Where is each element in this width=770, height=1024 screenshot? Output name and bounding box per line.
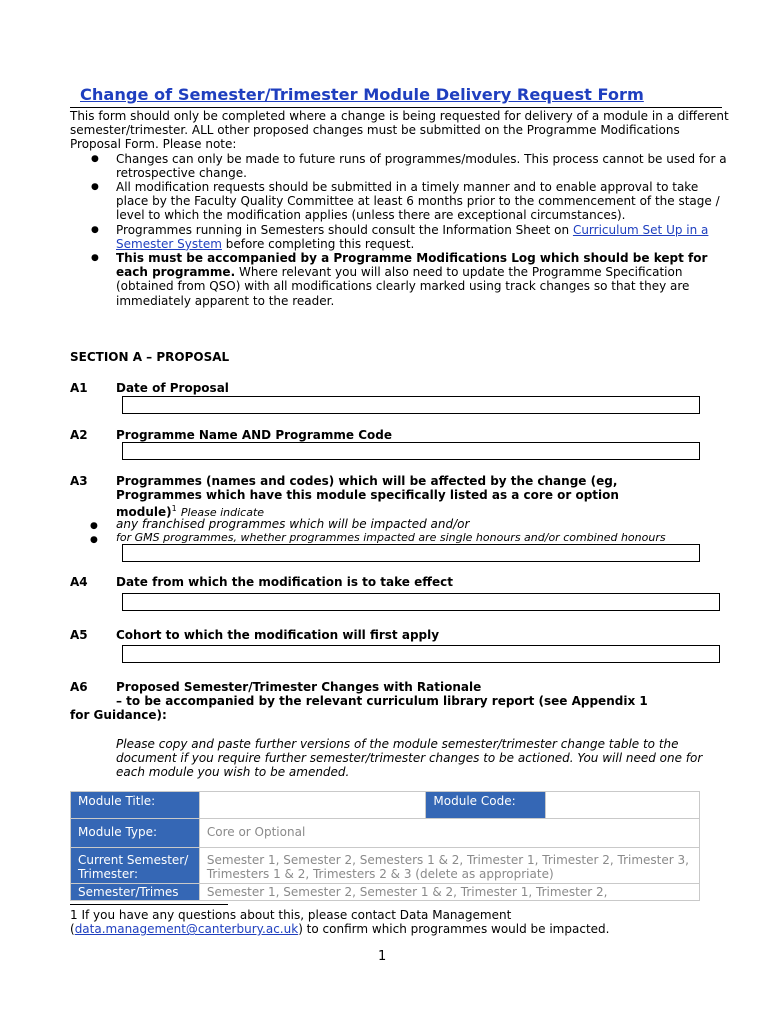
- effective-date-field[interactable]: [122, 593, 720, 611]
- a6-label-line3: for Guidance):: [70, 708, 167, 722]
- programme-name-code-field[interactable]: [122, 442, 700, 460]
- page-number: 1: [378, 949, 387, 964]
- a3-bullet-icon: ●: [90, 521, 98, 531]
- a6-label-line2: – to be accompanied by the relevant curriculum library report (see Appendix 1: [116, 694, 648, 708]
- table-row: [71, 792, 700, 819]
- module-type-label: Module Type:: [71, 819, 200, 848]
- a2-number: A2: [70, 428, 88, 442]
- bullet-item: ● Programmes running in Semesters should consult the Information Sheet on Curriculum Set Up in a Semester System before completing this request.: [91, 222, 709, 251]
- bullet-icon: ●: [91, 153, 99, 164]
- module-title-field[interactable]: [199, 792, 426, 819]
- bullet-item: ● All modification requests should be submitted in a timely manner and to enable approval to take place by the Faculty Quality Committee at least 6 months prior to the commencement of the stage / level to which the modification applies (unless there are exceptional circumstances).: [91, 180, 720, 223]
- a5-label: Cohort to which the modification will first apply: [116, 628, 440, 642]
- module-code-label: Module Code:: [426, 792, 546, 819]
- new-semester-field[interactable]: Semester 1, Semester 2, Semester 1 & 2, Trimester 1, Trimester 2,: [199, 884, 699, 900]
- a1-label: Date of Proposal: [116, 381, 229, 395]
- footnote-rule: [70, 904, 228, 905]
- a3-bullet-icon: ●: [90, 535, 98, 545]
- bullet-item: ● Changes can only be made to future runs of programmes/modules. This process cannot be used for a retrospective change.: [91, 151, 727, 180]
- section-a-heading: SECTION A – PROPOSAL: [70, 350, 230, 364]
- table-row: [71, 848, 700, 884]
- module-title-label: Module Title:: [71, 792, 200, 819]
- a5-number: A5: [70, 628, 88, 642]
- current-semester-field[interactable]: Semester 1, Semester 2, Semesters 1 & 2, Trimester 1, Trimester 2, Trimester 3, Trimesters 1 & 2, Trimesters 2 & 3 (delete as appropriate): [199, 848, 699, 884]
- module-type-field[interactable]: Core or Optional: [199, 819, 699, 848]
- intro-block: [70, 109, 730, 308]
- a3-bullet-1: any franchised programmes which will be impacted and/or: [116, 517, 470, 531]
- date-of-proposal-field[interactable]: [122, 396, 700, 414]
- intro-text: This form should only be completed where a change is being requested for delivery of a module in a different semester/trimester. ALL other proposed changes must be submitted on the Programme Modifications Proposal Form. Please note:: [70, 109, 729, 152]
- a1-number: A1: [70, 381, 88, 395]
- form-title: Change of Semester/Trimester Module Delivery Request Form: [80, 85, 644, 104]
- affected-programmes-field[interactable]: [122, 544, 700, 562]
- a3-bullet-2: for GMS programmes, whether programmes impacted are single honours and/or combined honours: [116, 531, 666, 544]
- footnote: 1 If you have any questions about this, please contact Data Management (data.management@canterbury.ac.uk) to confirm which programmes would be impacted.: [70, 908, 610, 937]
- module-code-field[interactable]: [546, 792, 700, 819]
- module-change-table: [70, 791, 700, 901]
- a3-label: Programmes (names and codes) which will be affected by the change (eg, Programmes which have this module specifically listed as a core or option module)$^1$ Please indicate: [116, 474, 619, 520]
- bullet-icon: ●: [91, 253, 99, 264]
- a4-number: A4: [70, 575, 88, 589]
- a4-label: Date from which the modification is to take effect: [116, 575, 453, 589]
- a6-number: A6: [70, 680, 88, 694]
- current-semester-label: Current Semester/ Trimester:: [71, 848, 200, 884]
- a2-label: Programme Name AND Programme Code: [116, 428, 392, 442]
- a3-number: A3: [70, 474, 88, 488]
- data-management-email-link[interactable]: data.management@canterbury.ac.uk: [74, 922, 299, 937]
- intro-bullets: [70, 152, 730, 308]
- table-row: [71, 819, 700, 848]
- bullet-icon: ●: [91, 224, 99, 235]
- title-rule: [70, 107, 722, 108]
- cohort-field[interactable]: [122, 645, 720, 663]
- new-semester-label: Semester/Trimes: [71, 884, 200, 900]
- curriculum-info-link[interactable]: Curriculum Set Up in a Semester System: [116, 222, 709, 251]
- a6-label-line1: Proposed Semester/Trimester Changes with Rationale: [116, 680, 482, 694]
- a6-instruction: Please copy and paste further versions of the module semester/trimester change table to the document if you require further semester/trimester changes to be actioned. You will need one for each module you wish to be amended.: [116, 737, 703, 780]
- table-row: [71, 884, 700, 900]
- bullet-icon: ●: [91, 182, 99, 193]
- bullet-item: ● This must be accompanied by a Programme Modifications Log which should be kept for each programme. Where relevant you will also need to update the Programme Specification (obtained from QSO) with all modifications clearly marked using track changes so that they are immediately apparent to the reader.: [91, 251, 708, 308]
